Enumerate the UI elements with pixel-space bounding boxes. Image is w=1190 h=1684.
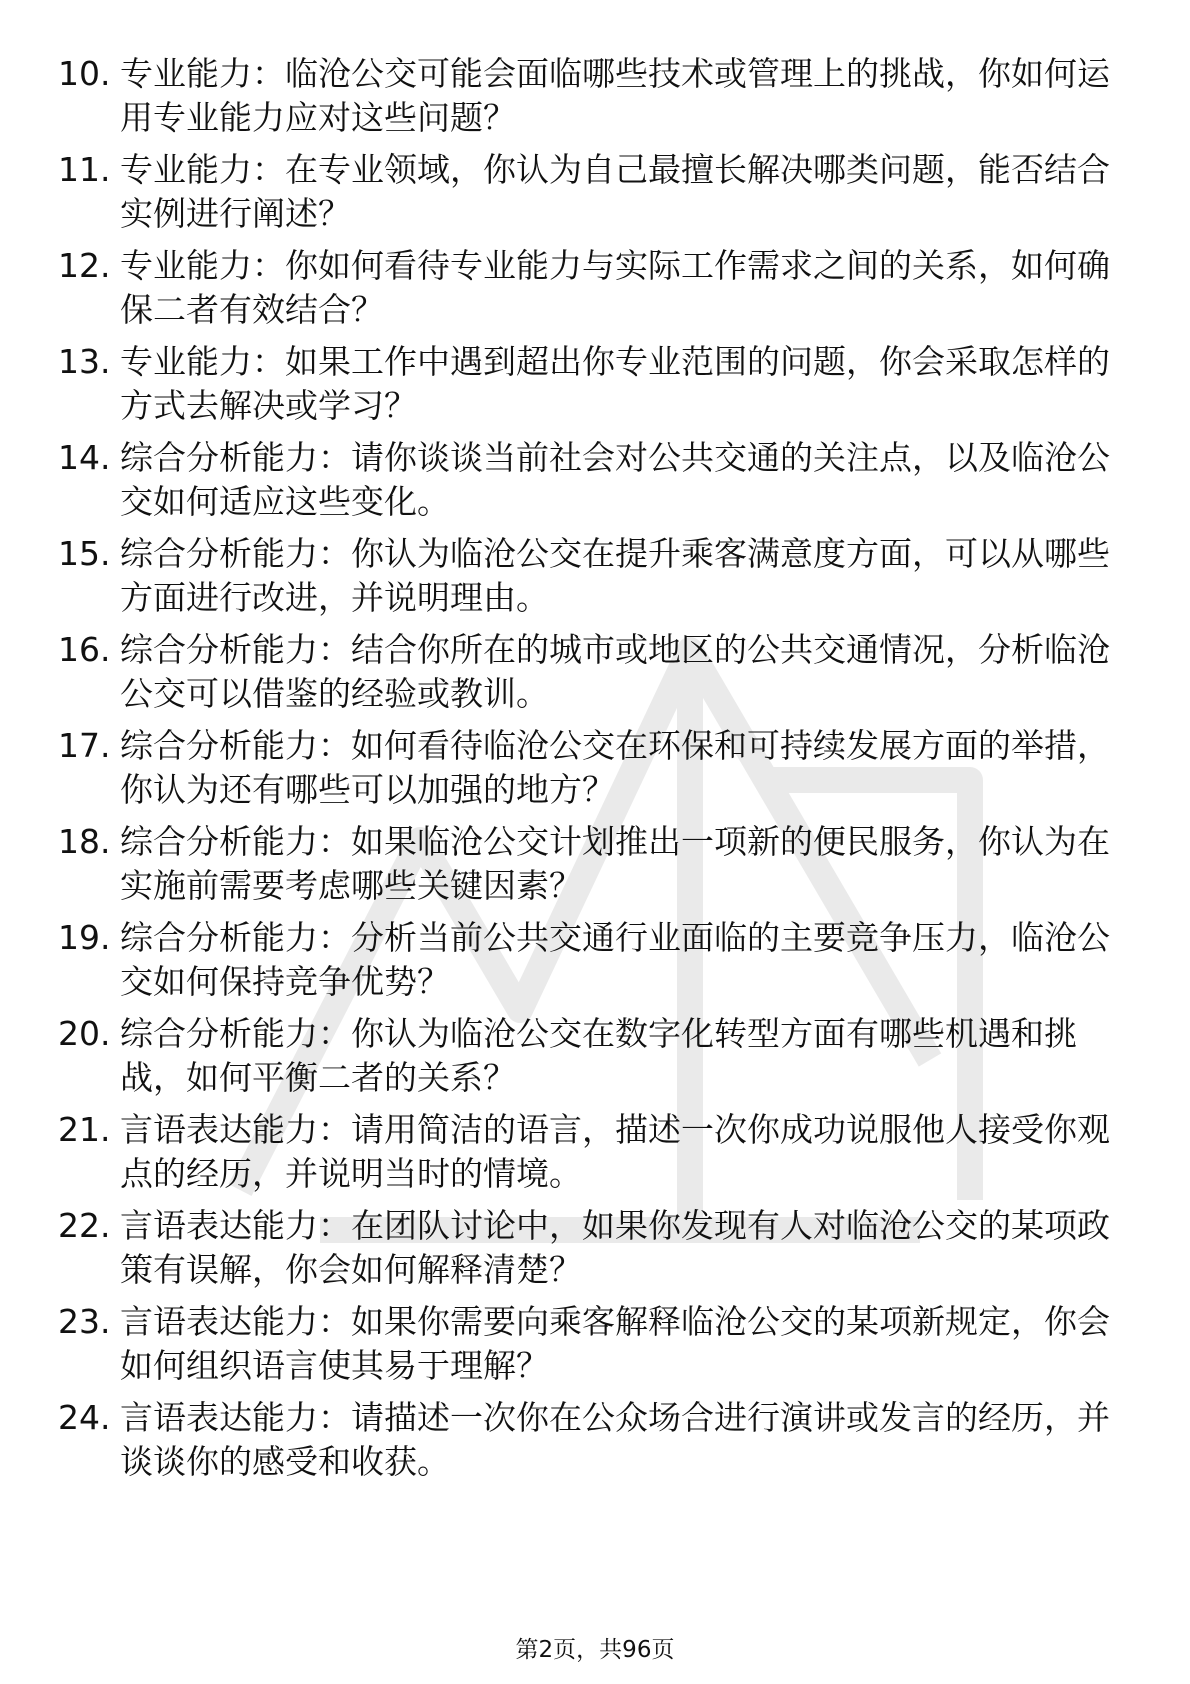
question-item — [58, 244, 1118, 340]
page-footer — [0, 1635, 1190, 1665]
question-text: 综合分析能力：如何看待临沧公交在环保和可持续发展方面的举措，你认为还有哪些可以加强的地方？ — [120, 726, 1110, 809]
question-number: 19. — [58, 918, 111, 957]
question-number: 13. — [58, 342, 111, 381]
question-item — [58, 1204, 1118, 1300]
question-text: 综合分析能力：你认为临沧公交在提升乘客满意度方面，可以从哪些方面进行改进，并说明理由。 — [120, 534, 1110, 617]
question-number: 17. — [58, 726, 111, 765]
question-item — [58, 532, 1118, 628]
question-text: 综合分析能力：如果临沧公交计划推出一项新的便民服务，你认为在实施前需要考虑哪些关键因素？ — [120, 822, 1110, 905]
question-text: 言语表达能力：在团队讨论中，如果你发现有人对临沧公交的某项政策有误解，你会如何解释清楚？ — [120, 1206, 1110, 1289]
page-number-label: 第2页，共96页 — [515, 1637, 675, 1663]
question-text: 综合分析能力：请你谈谈当前社会对公共交通的关注点，以及临沧公交如何适应这些变化。 — [120, 438, 1110, 521]
question-number: 15. — [58, 534, 111, 573]
question-item — [58, 340, 1118, 436]
question-number: 14. — [58, 438, 111, 477]
question-text: 综合分析能力：分析当前公共交通行业面临的主要竞争压力，临沧公交如何保持竞争优势？ — [120, 918, 1110, 1001]
question-item — [58, 820, 1118, 916]
question-number: 16. — [58, 630, 111, 669]
question-item — [58, 436, 1118, 532]
question-text: 专业能力：如果工作中遇到超出你专业范围的问题，你会采取怎样的方式去解决或学习？ — [120, 342, 1110, 425]
question-text: 综合分析能力：结合你所在的城市或地区的公共交通情况，分析临沧公交可以借鉴的经验或教训。 — [120, 630, 1110, 713]
question-text: 言语表达能力：请用简洁的语言，描述一次你成功说服他人接受你观点的经历，并说明当时的情境。 — [120, 1110, 1110, 1193]
question-item — [58, 916, 1118, 1012]
question-text: 专业能力：你如何看待专业能力与实际工作需求之间的关系，如何确保二者有效结合？ — [120, 246, 1110, 329]
question-text: 言语表达能力：如果你需要向乘客解释临沧公交的某项新规定，你会如何组织语言使其易于理解？ — [120, 1302, 1110, 1385]
question-item — [58, 1108, 1118, 1204]
question-item — [58, 1300, 1118, 1396]
question-text: 专业能力：临沧公交可能会面临哪些技术或管理上的挑战，你如何运用专业能力应对这些问题？ — [120, 54, 1110, 137]
question-number: 20. — [58, 1014, 111, 1053]
question-number: 18. — [58, 822, 111, 861]
question-text: 言语表达能力：请描述一次你在公众场合进行演讲或发言的经历，并谈谈你的感受和收获。 — [120, 1398, 1110, 1481]
question-item — [58, 628, 1118, 724]
question-item — [58, 148, 1118, 244]
question-number: 23. — [58, 1302, 111, 1341]
question-number: 21. — [58, 1110, 111, 1149]
question-number: 24. — [58, 1398, 111, 1437]
question-number: 22. — [58, 1206, 111, 1245]
question-number: 12. — [58, 246, 111, 285]
question-item — [58, 724, 1118, 820]
question-text: 专业能力：在专业领域，你认为自己最擅长解决哪类问题，能否结合实例进行阐述？ — [120, 150, 1110, 233]
interview-question-list — [58, 52, 1118, 1492]
question-number: 10. — [58, 54, 111, 93]
question-item — [58, 52, 1118, 148]
question-text: 综合分析能力：你认为临沧公交在数字化转型方面有哪些机遇和挑战，如何平衡二者的关系？ — [120, 1014, 1077, 1097]
question-number: 11. — [58, 150, 111, 189]
question-item — [58, 1396, 1118, 1492]
question-item — [58, 1012, 1118, 1108]
